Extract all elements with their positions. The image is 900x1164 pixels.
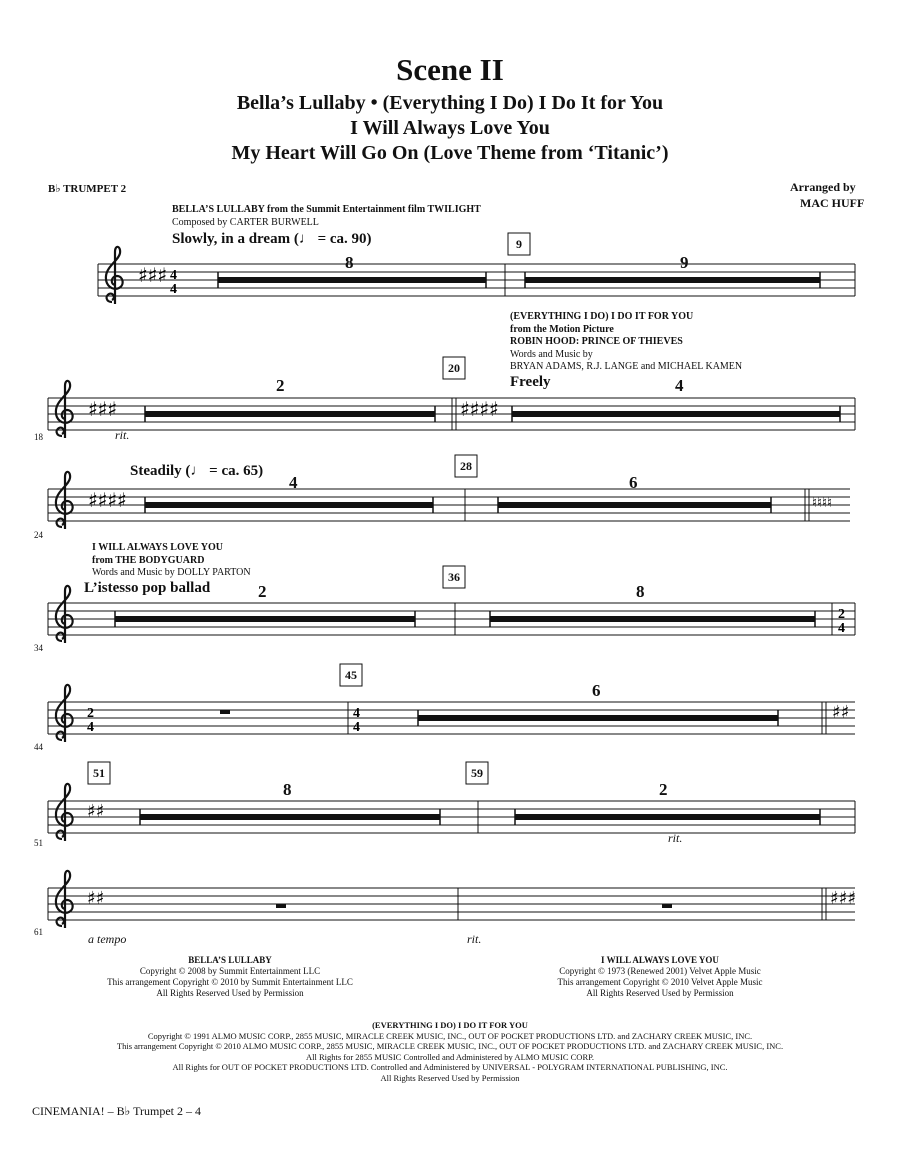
always-credit-1: I WILL ALWAYS LOVE YOU: [92, 542, 223, 553]
measure-number: 18: [34, 432, 43, 442]
tempo-marking: rit.: [467, 932, 482, 946]
staff-system-6: [48, 762, 855, 841]
bella-composer: Composed by CARTER BURWELL: [172, 217, 319, 228]
key-signature-icon: ♯♯: [832, 702, 850, 723]
measure-number: 51: [34, 838, 43, 848]
treble-clef-icon: [56, 784, 73, 841]
rest-count: 4: [289, 473, 298, 492]
svg-text:4: 4: [170, 282, 177, 297]
time-signature: 4: [170, 268, 177, 283]
staff-system-5: [48, 664, 855, 742]
key-signature-icon: ♯♯: [87, 888, 105, 909]
multirest-bar: [512, 411, 840, 417]
everything-tempo: Freely: [510, 374, 551, 390]
always-tempo: L’istesso pop ballad: [84, 580, 211, 596]
subtitle-line-2: I Will Always Love You: [350, 117, 550, 139]
whole-rest: [276, 904, 286, 908]
multirest-bar: [490, 616, 815, 622]
staff-system-7: [48, 871, 856, 928]
svg-text:4: 4: [838, 621, 845, 636]
rest-count: 4: [675, 376, 684, 395]
treble-clef-icon: [56, 685, 73, 742]
instrument-label: B♭ TRUMPET 2: [48, 183, 127, 195]
always-credit-2: from THE BODYGUARD: [92, 555, 205, 566]
treble-clef-icon: [106, 247, 123, 304]
everything-credit-5: BRYAN ADAMS, R.J. LANGE and MICHAEL KAMEN: [510, 361, 743, 372]
treble-clef-icon: [56, 472, 73, 529]
key-signature-icon: ♯♯♯♯: [460, 397, 499, 421]
key-signature-icon: ♯♯♯: [830, 888, 857, 909]
rehearsal-number: 51: [93, 766, 105, 780]
staff-system-1: [98, 233, 855, 304]
key-signature-icon: ♯♯♯: [138, 263, 168, 287]
arranged-by-label: Arranged by: [790, 180, 856, 194]
page-footer: CINEMANIA! – B♭ Trumpet 2 – 4: [32, 1104, 202, 1118]
rehearsal-number: 36: [448, 570, 460, 584]
subtitle-line-3: My Heart Will Go On (Love Theme from ‘Titanic’): [231, 142, 669, 164]
rest-count: 6: [592, 681, 601, 700]
copyright-everything: (EVERYTHING I DO) I DO IT FOR YOU Copyright © 1991 ALMO MUSIC CORP., 2855 MUSIC, MIRACLE CREEK MUSIC, INC., OUT OF POCKET PRODUCTIONS LTD. and ZACHARY CREEK MUSIC, INC. This arrangement Copyright © 2010 ALMO MUSIC CORP., 2855 MUSIC, MIRACLE CREEK MUSIC, INC., OUT OF POCKET PRODUCTIONS LTD. and ZACHARY CREEK MUSIC, INC. All Rights for 2855 MUSIC Controlled and Administered by ALMO MUSIC CORP. All Rights for OUT OF POCKET PRODUCTIONS LTD. Controlled and Administered by UNIVERSAL - POLYGRAM INTERNATIONAL PUBLISHING, INC. All Rights Reserved Used by Permission: [116, 1020, 784, 1083]
treble-clef-icon: [56, 381, 73, 438]
multirest-bar: [515, 814, 820, 820]
multirest-bar: [418, 715, 778, 721]
rehearsal-number: 9: [516, 237, 522, 251]
tempo-marking: rit.: [668, 831, 683, 845]
measure-number: 34: [34, 643, 43, 653]
always-credit-3: Words and Music by DOLLY PARTON: [92, 567, 251, 578]
multirest-bar: [115, 616, 415, 622]
rest-count: 8: [283, 780, 292, 799]
tempo-marking: a tempo: [88, 932, 127, 946]
rest-count: 9: [680, 253, 689, 272]
everything-tempo-steadily: Steadily (♩ = ca. 65): [130, 463, 264, 479]
everything-credit-2: from the Motion Picture: [510, 324, 614, 335]
rehearsal-number: 59: [471, 766, 483, 780]
key-signature-icon: ♯♯: [87, 801, 105, 822]
measure-number: 44: [34, 742, 43, 752]
copyright-bella: BELLA’S LULLABY Copyright © 2008 by Summit Entertainment LLC This arrangement Copyright © 2010 by Summit Entertainment LLC All Rights Reserved Used by Permission: [107, 955, 353, 998]
whole-rest: [220, 710, 230, 714]
treble-clef-icon: [56, 871, 73, 928]
copyright-always: I WILL ALWAYS LOVE YOU Copyright © 1973 (Renewed 2001) Velvet Apple Music This arrangement Copyright © 2010 Velvet Apple Music All Rights Reserved Used by Permission: [557, 955, 763, 998]
everything-credit-4: Words and Music by: [510, 349, 593, 360]
multirest-bar: [140, 814, 440, 820]
rest-count: 2: [258, 582, 267, 601]
svg-text:4: 4: [87, 720, 94, 735]
time-signature: 2: [87, 706, 94, 721]
rest-count: 2: [276, 376, 285, 395]
whole-rest: [662, 904, 672, 908]
staff-system-3: [48, 455, 850, 529]
time-signature: 4: [353, 706, 360, 721]
multirest-bar: [145, 502, 433, 508]
svg-text:4: 4: [353, 720, 360, 735]
multirest-bar: [145, 411, 435, 417]
rest-count: 6: [629, 473, 638, 492]
key-cancel-icon: ♮♮♮♮: [812, 495, 833, 511]
rest-count: 8: [636, 582, 645, 601]
bella-source: BELLA’S LULLABY from the Summit Entertainment film TWILIGHT: [172, 204, 481, 215]
page-title: Scene II: [396, 52, 504, 87]
subtitle-line-1: Bella’s Lullaby • (Everything I Do) I Do It for You: [236, 92, 664, 114]
rest-count: 8: [345, 253, 354, 272]
rest-count: 2: [659, 780, 668, 799]
treble-clef-icon: [56, 586, 73, 643]
multirest-bar: [525, 277, 820, 283]
time-signature: 2: [838, 607, 845, 622]
measure-number: 61: [34, 927, 43, 937]
rehearsal-number: 45: [345, 668, 357, 682]
rehearsal-number: 28: [460, 459, 472, 473]
measure-number: 24: [34, 530, 43, 540]
tempo-marking: rit.: [115, 428, 130, 442]
multirest-bar: [498, 502, 771, 508]
rehearsal-number: 20: [448, 361, 460, 375]
multirest-bar: [218, 277, 486, 283]
bella-tempo: Slowly, in a dream (♩ = ca. 90): [172, 231, 372, 247]
everything-credit-3: ROBIN HOOD: PRINCE OF THIEVES: [510, 336, 683, 347]
everything-credit-1: (EVERYTHING I DO) I DO IT FOR YOU: [510, 311, 694, 322]
key-signature-icon: ♯♯♯♯: [88, 488, 127, 512]
key-signature-icon: ♯♯♯: [88, 397, 118, 421]
arranger-name: MAC HUFF: [800, 196, 865, 210]
